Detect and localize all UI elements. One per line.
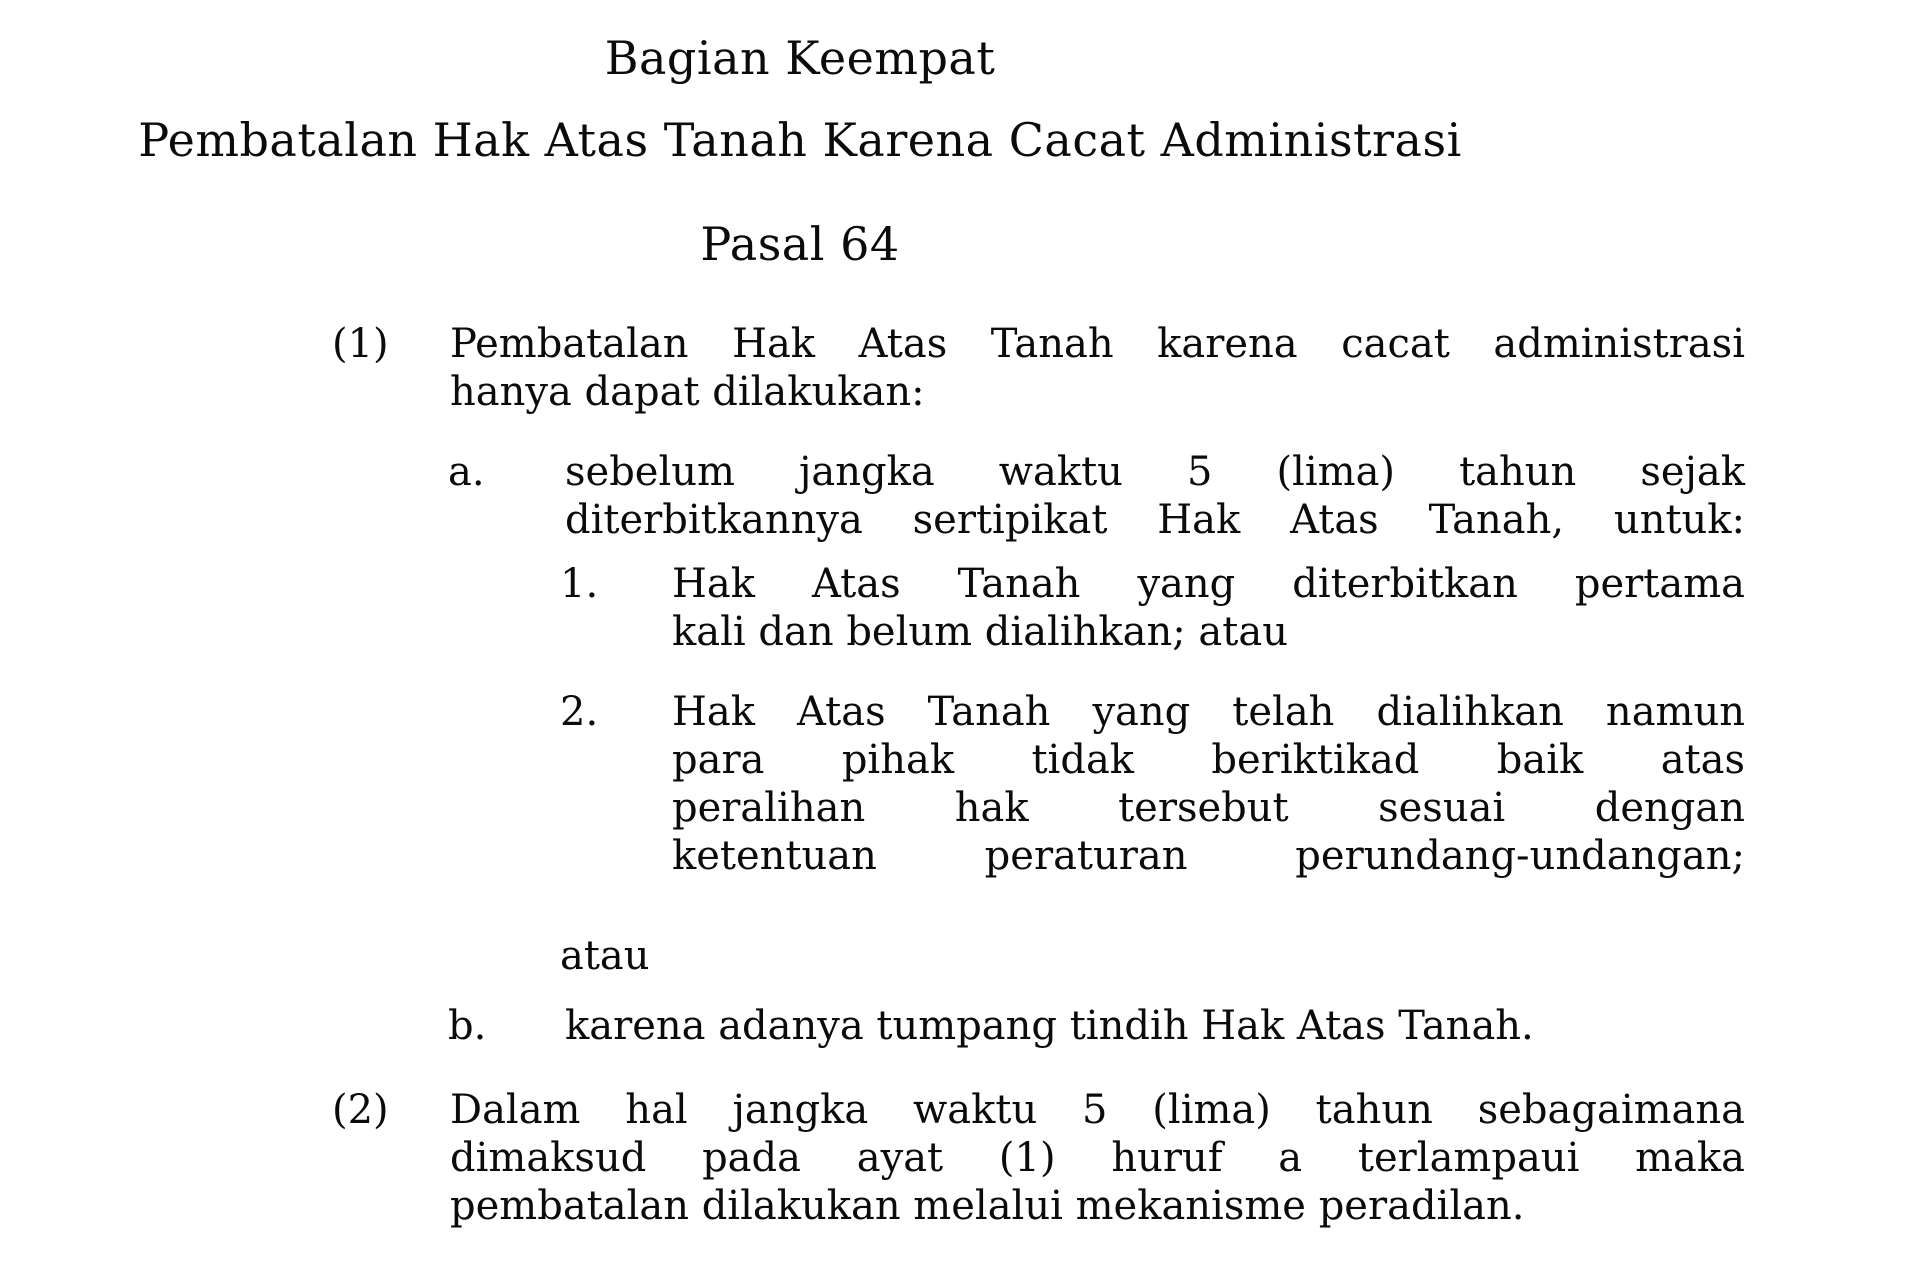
clause-2-line-3: pembatalan dilakukan melalui mekanisme peradilan. [450,1183,1525,1229]
item-a-sub-item-1 [0,560,1920,656]
sub-item-1-line-2: kali dan belum dialihkan; atau [672,609,1288,655]
clause-1-line-2: hanya dapat dilakukan: [450,369,925,415]
clause-2-body [450,1086,1745,1230]
article-heading: Pasal 64 [700,217,900,271]
sub-item-2-line-4: ketentuan peraturan perundang-undangan; [672,833,1745,879]
section-heading: Bagian Keempat [604,31,996,85]
item-a-body [565,448,1745,544]
headings-block [0,28,1600,274]
sub-item-1-marker: 1. [560,561,599,607]
item-b-marker: b. [448,1003,487,1049]
clause-1 [0,320,1920,416]
clause-2-line-1: Dalam hal jangka waktu 5 (lima) tahun sebagaimana [450,1087,1745,1133]
sub-item-1-body [672,560,1745,656]
item-a-marker: a. [448,449,485,495]
sub-item-2-marker: 2. [560,689,599,735]
clause-1-line-1: Pembatalan Hak Atas Tanah karena cacat administrasi [450,321,1745,367]
item-b-body [565,1002,1745,1050]
clause-1-item-a [0,448,1920,544]
item-a-connector [560,932,1745,980]
connector-line: atau [560,933,650,979]
item-b-line-1: karena adanya tumpang tindih Hak Atas Tanah. [565,1003,1534,1049]
sub-item-2-body [672,688,1745,880]
clause-1-marker: (1) [332,321,389,367]
clause-2-line-2: dimaksud pada ayat (1) huruf a terlampaui maka [450,1135,1745,1181]
clause-1-body [450,320,1745,416]
item-a-line-2: diterbitkannya sertipikat Hak Atas Tanah, untuk: [565,497,1745,543]
sub-item-2-line-1: Hak Atas Tanah yang telah dialihkan namun [672,689,1745,735]
clause-2 [0,1086,1920,1230]
clause-2-marker: (2) [332,1087,389,1133]
sub-item-2-line-2: para pihak tidak beriktikad baik atas [672,737,1745,783]
sub-item-1-line-1: Hak Atas Tanah yang diterbitkan pertama [672,561,1745,607]
section-subtitle: Pembatalan Hak Atas Tanah Karena Cacat Administrasi [138,113,1462,167]
item-a-connector-row [0,932,1920,980]
item-a-line-1: sebelum jangka waktu 5 (lima) tahun sejak [565,449,1745,495]
item-a-sub-item-2 [0,688,1920,880]
sub-item-2-line-3: peralihan hak tersebut sesuai dengan [672,785,1745,831]
clause-1-item-b [0,1002,1920,1050]
